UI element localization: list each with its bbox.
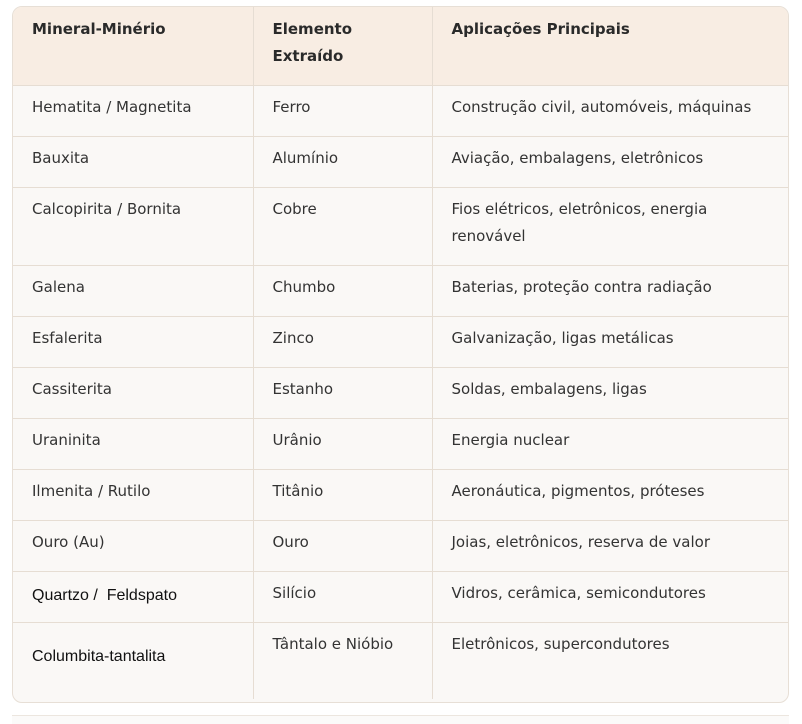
minerals-table-card — [12, 6, 789, 703]
cell-element: Ouro — [253, 520, 432, 571]
cell-element: Ferro — [253, 85, 432, 136]
cell-element: Zinco — [253, 316, 432, 367]
cell-element: Tântalo e Nióbio — [253, 622, 432, 699]
table-row — [13, 187, 789, 265]
table-row — [13, 571, 789, 622]
cell-mineral: Quartzo / Feldspato — [13, 571, 253, 622]
cell-element: Chumbo — [253, 265, 432, 316]
header-element: Elemento Extraído — [253, 7, 432, 85]
cell-applications: Vidros, cerâmica, semicondutores — [432, 571, 789, 622]
table-row — [13, 85, 789, 136]
cell-element: Estanho — [253, 367, 432, 418]
table-row — [13, 622, 789, 699]
cell-mineral: Calcopirita / Bornita — [13, 187, 253, 265]
cell-mineral: Columbita-tantalita — [13, 622, 253, 699]
header-mineral: Mineral-Minério — [13, 7, 253, 85]
cell-applications: Galvanização, ligas metálicas — [432, 316, 789, 367]
cell-applications: Eletrônicos, supercondutores — [451, 634, 670, 653]
cell-applications: Soldas, embalagens, ligas — [432, 367, 789, 418]
cell-applications: Construção civil, automóveis, máquinas — [432, 85, 789, 136]
cell-applications: Aviação, embalagens, eletrônicos — [432, 136, 789, 187]
cell-element: Urânio — [253, 418, 432, 469]
cell-mineral: Bauxita — [13, 136, 253, 187]
cell-mineral: Uraninita — [13, 418, 253, 469]
cell-mineral: Hematita / Magnetita — [13, 85, 253, 136]
cell-element: Alumínio — [253, 136, 432, 187]
table-row — [13, 520, 789, 571]
cell-element: Titânio — [253, 469, 432, 520]
minerals-table — [13, 7, 789, 699]
table-row — [13, 418, 789, 469]
cell-applications: Fios elétricos, eletrônicos, energia renovável — [432, 187, 789, 265]
cell-applications: Joias, eletrônicos, reserva de valor — [432, 520, 789, 571]
table-row — [13, 367, 789, 418]
cell-applications: Aeronáutica, pigmentos, próteses — [432, 469, 789, 520]
table-row — [13, 469, 789, 520]
cell-element: Silício — [253, 571, 432, 622]
table-header-row — [13, 7, 789, 85]
cell-applications: Energia nuclear — [432, 418, 789, 469]
header-applications: Aplicações Principais — [432, 7, 789, 85]
cell-mineral: Ouro (Au) — [13, 520, 253, 571]
table-row — [13, 136, 789, 187]
cell-mineral: Esfalerita — [13, 316, 253, 367]
cell-applications: Baterias, proteção contra radiação — [432, 265, 789, 316]
cell-mineral: Galena — [13, 265, 253, 316]
cell-mineral: Ilmenita / Rutilo — [13, 469, 253, 520]
cell-mineral: Cassiterita — [13, 367, 253, 418]
cell-element: Cobre — [253, 187, 432, 265]
table-row — [13, 265, 789, 316]
bottom-divider — [12, 715, 789, 724]
table-row — [13, 316, 789, 367]
